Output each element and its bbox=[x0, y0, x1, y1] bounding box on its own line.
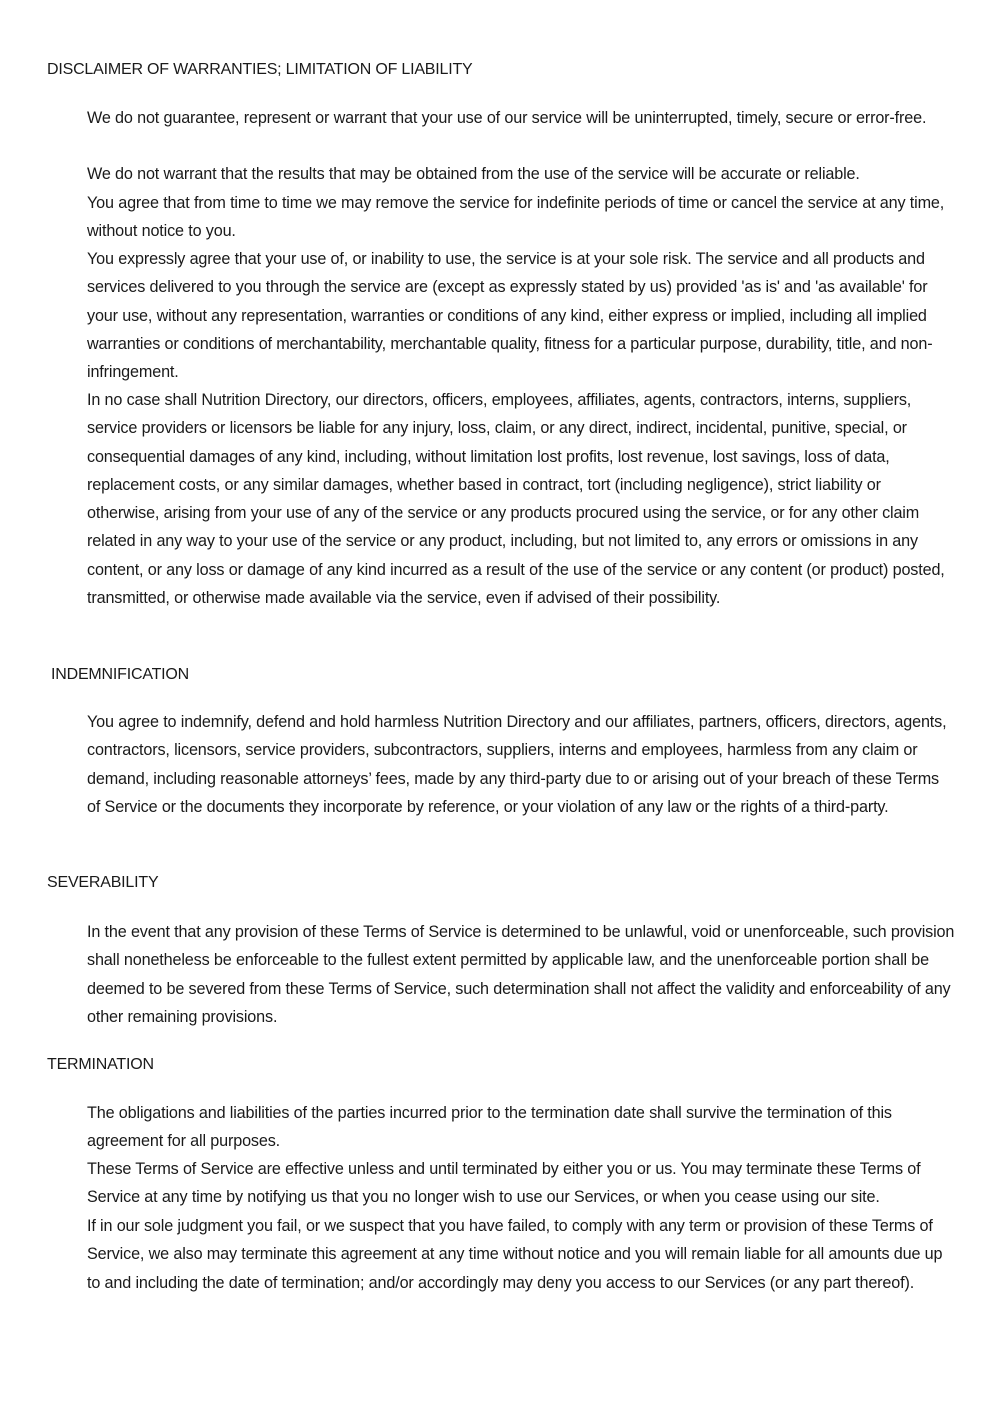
disclaimer-paragraph-3: You agree that from time to time we may remove the service for indefinite periods of time or cancel the service at any time, without notice to you. bbox=[87, 194, 945, 241]
indemnification-paragraph-1: You agree to indemnify, defend and hold harmless Nutrition Directory and our affiliates, partners, officers, directors, agents, contractors, licensors, service providers, subcontractors, suppliers, interns and employees, harmless from any claim or demand, including reasonable attorneys’ fees, made by any third-party due to or arising out of your breach of these Terms of Service or the documents they incorporate by reference, or your violation of any law or the rights of a third-party. bbox=[87, 713, 947, 816]
section-heading-termination: TERMINATION bbox=[47, 1056, 154, 1073]
section-heading-severability: SEVERABILITY bbox=[47, 874, 159, 891]
termination-paragraph-3: If in our sole judgment you fail, or we suspect that you have failed, to comply with any term or provision of these Terms of Service, we also may terminate this agreement at any time without notice and you will remain liable for all amounts due up to and including the date of termination; and/or accordingly may deny you access to our Services (or any part thereof). bbox=[87, 1217, 943, 1292]
section-heading-indemnification: INDEMNIFICATION bbox=[51, 666, 190, 683]
severability-paragraph-1: In the event that any provision of these Terms of Service is determined to be unlawful, void or unenforceable, such provision shall nonetheless be enforceable to the fullest extent permitted by applicable law, and the unenforceable portion shall be deemed to be severed from these Terms of Service, such determination shall not affect the validity and enforceability of any other remaining provisions. bbox=[87, 923, 955, 1026]
disclaimer-paragraph-5: In no case shall Nutrition Directory, our directors, officers, employees, affiliates, agents, contractors, interns, suppliers, service providers or licensors be liable for any injury, loss, claim, or any direct, indirect, incidental, punitive, special, or consequential damages of any kind, including, without limitation lost profits, lost revenue, lost savings, loss of data, replacement costs, or any similar damages, whether based in contract, tort (including negligence), strict liability or otherwise, arising from your use of any of the service or any products procured using the service, or for any other claim related in any way to your use of the service or any product, including, but not limited to, any errors or omissions in any content, or any loss or damage of any kind incurred as a result of the use of the service or any content (or product) posted, transmitted, or otherwise made available via the service, even if advised of their possibility. bbox=[87, 391, 945, 608]
disclaimer-paragraph-2: We do not warrant that the results that may be obtained from the use of the service will be accurate or reliable. bbox=[87, 165, 860, 183]
disclaimer-paragraph-4: You expressly agree that your use of, or inability to use, the service is at your sole risk. The service and all products and services delivered to you through the service are (except as expressly stated by us) provided 'as is' and 'as available' for your use, without any representation, warranties or conditions of any kind, either express or implied, including all implied warranties or conditions of merchantability, merchantable quality, fitness for a particular purpose, durability, title, and non-infringement. bbox=[87, 250, 933, 382]
disclaimer-paragraph-1: We do not guarantee, represent or warrant that your use of our service will be uninterrupted, timely, secure or error-free. bbox=[87, 109, 927, 127]
section-heading-disclaimer: DISCLAIMER OF WARRANTIES; LIMITATION OF LIABILITY bbox=[47, 61, 473, 78]
termination-paragraph-2: These Terms of Service are effective unless and until terminated by either you or us. You may terminate these Terms of Service at any time by notifying us that you no longer wish to use our Services, or when you cease using our site. bbox=[87, 1160, 921, 1207]
termination-paragraph-1: The obligations and liabilities of the parties incurred prior to the termination date shall survive the termination of this agreement for all purposes. bbox=[87, 1104, 892, 1151]
